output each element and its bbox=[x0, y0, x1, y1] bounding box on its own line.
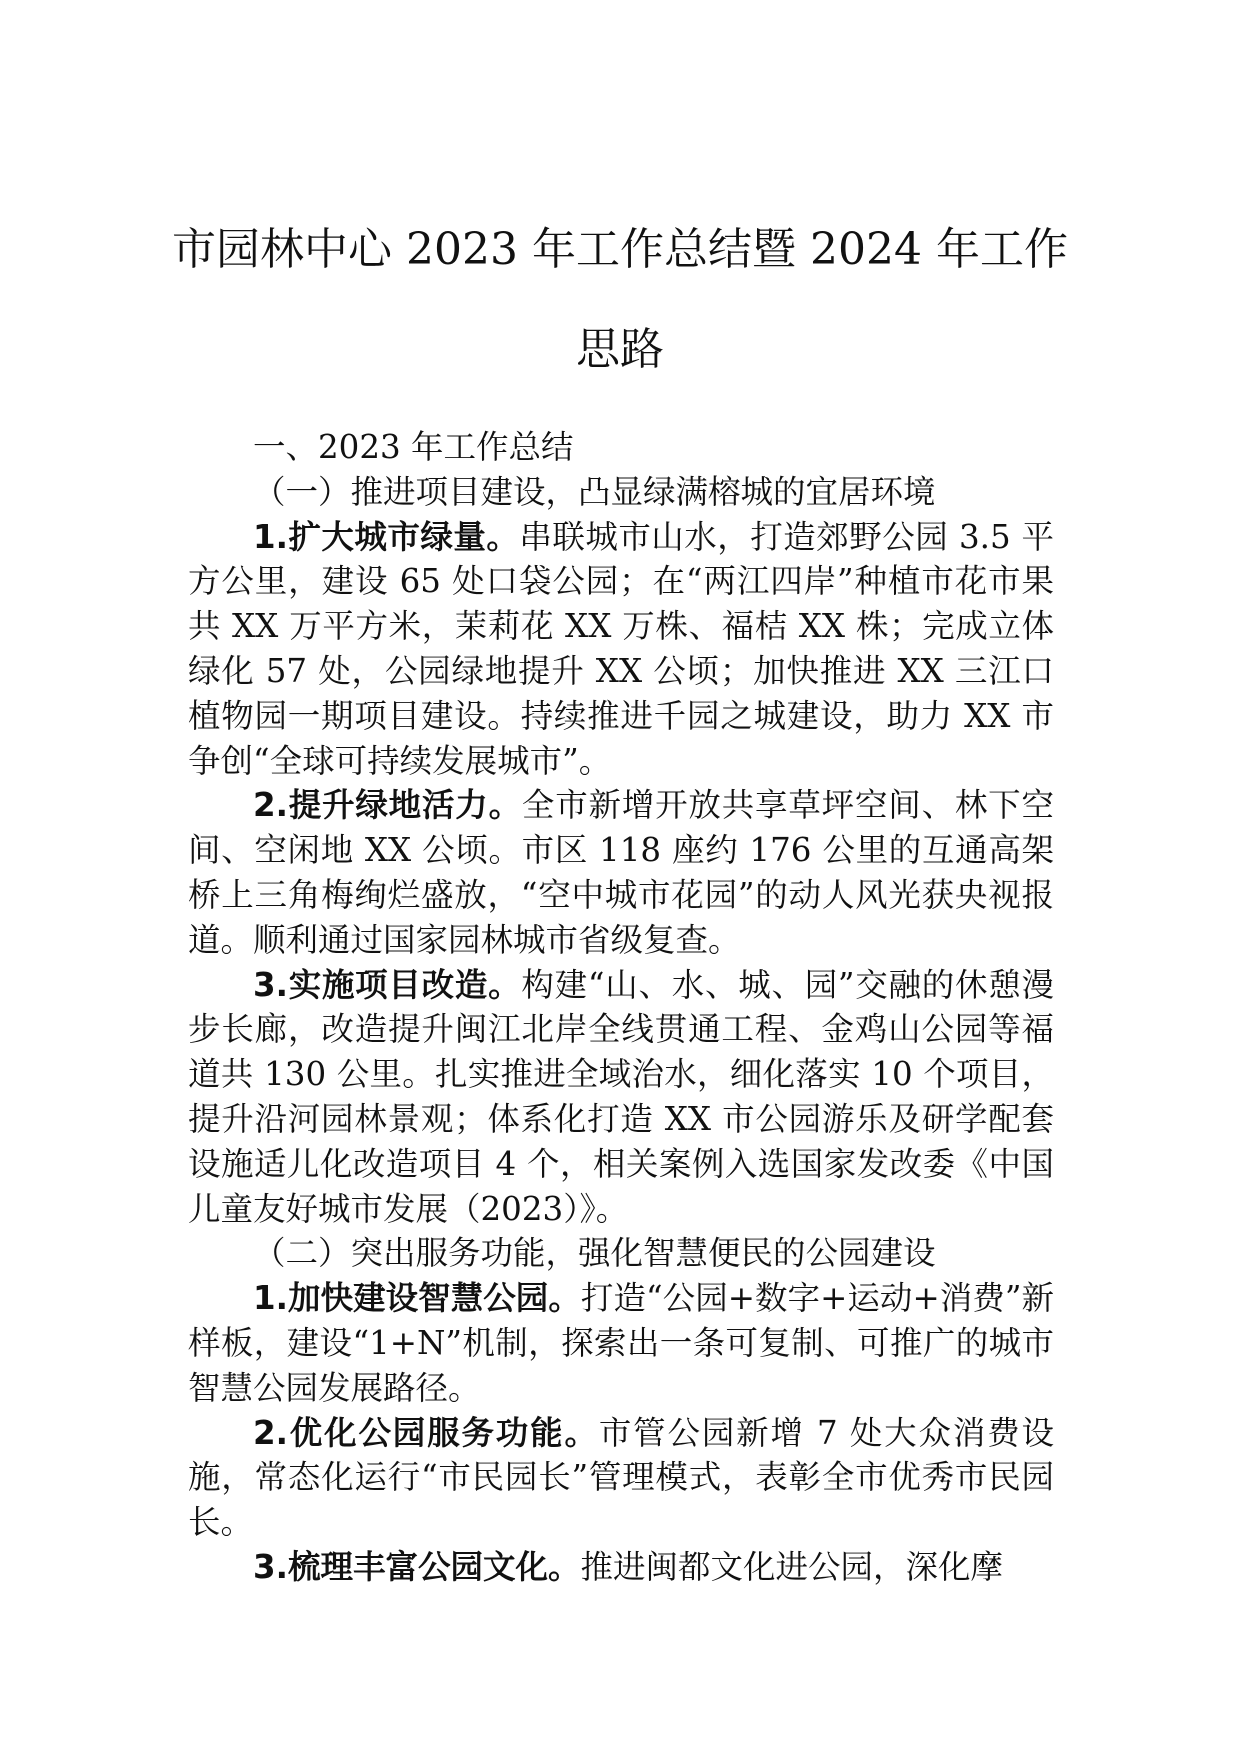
title-line-2: 思路 bbox=[576, 324, 664, 375]
paragraph-text: 串联城市山水，打造郊野公园 3.5 平方公里，建设 65 处口袋公园；在“两江四岸”种植市花市果共 XX 万平方米，茉莉花 XX 万株、福桔 XX 株；完成立体绿化 57 处，公园绿地提升 XX 公顷；加快推进 XX 三江口植物园一期项目建设。持续推进千园之城建设，助力 XX 市争创“全球可持续发展城市”。 bbox=[188, 517, 1054, 780]
title-line-1: 市园林中心 2023 年工作总结暨 2024 年工作 bbox=[172, 224, 1068, 275]
paragraph bbox=[188, 963, 1054, 1232]
paragraph-text: 市管公园新增 7 处大众消费设施，常态化运行“市民园长”管理模式，表彰全市优秀市民园长。 bbox=[188, 1413, 1054, 1542]
document-title bbox=[150, 200, 1090, 400]
paragraph-lead: 2.提升绿地活力。 bbox=[253, 786, 522, 825]
paragraph bbox=[188, 783, 1054, 962]
subsection-heading: （二）突出服务功能，强化智慧便民的公园建设 bbox=[253, 1234, 936, 1273]
paragraph-text: 打造“公园+数字+运动+消费”新样板，建设“1+N”机制，探索出一条可复制、可推广的城市智慧公园发展路径。 bbox=[188, 1279, 1054, 1407]
paragraph-lead: 1.加快建设智慧公园。 bbox=[253, 1279, 581, 1318]
paragraph-text: 构建“山、水、城、园”交融的休憩漫步长廊，改造提升闽江北岸全线贯通工程、金鸡山公园等福道共 130 公里。扎实推进全域治水，细化落实 10 个项目，提升沿河园林景观；体系化打造 XX 市公园游乐及研学配套设施适儿化改造项目 4 个，相关案例入选国家发改委《中国儿童友好城市发展（2023）》。 bbox=[188, 965, 1055, 1228]
section-heading: 一、2023 年工作总结 bbox=[253, 428, 574, 466]
paragraph-lead: 3.梳理丰富公园文化。 bbox=[253, 1547, 581, 1586]
paragraph bbox=[188, 1276, 1054, 1410]
paragraph-lead: 1.扩大城市绿量。 bbox=[253, 517, 520, 556]
paragraph bbox=[188, 1545, 1054, 1590]
paragraph bbox=[188, 515, 1054, 784]
paragraph bbox=[188, 1411, 1054, 1545]
paragraph-text: 推进闽都文化进公园，深化摩 bbox=[580, 1547, 1003, 1586]
paragraph-text: 全市新增开放共享草坪空间、林下空间、空闲地 XX 公顷。市区 118 座约 176 公里的互通高架桥上三角梅绚烂盛放，“空中城市花园”的动人风光获央视报道。顺利通过国家园林城市省级复查。 bbox=[188, 786, 1054, 959]
subsection-heading: （一）推进项目建设，凸显绿满榕城的宜居环境 bbox=[253, 472, 936, 511]
paragraph-lead: 2.优化公园服务功能。 bbox=[253, 1413, 599, 1452]
document-body bbox=[188, 425, 1054, 1590]
paragraph-lead: 3.实施项目改造。 bbox=[253, 965, 522, 1004]
